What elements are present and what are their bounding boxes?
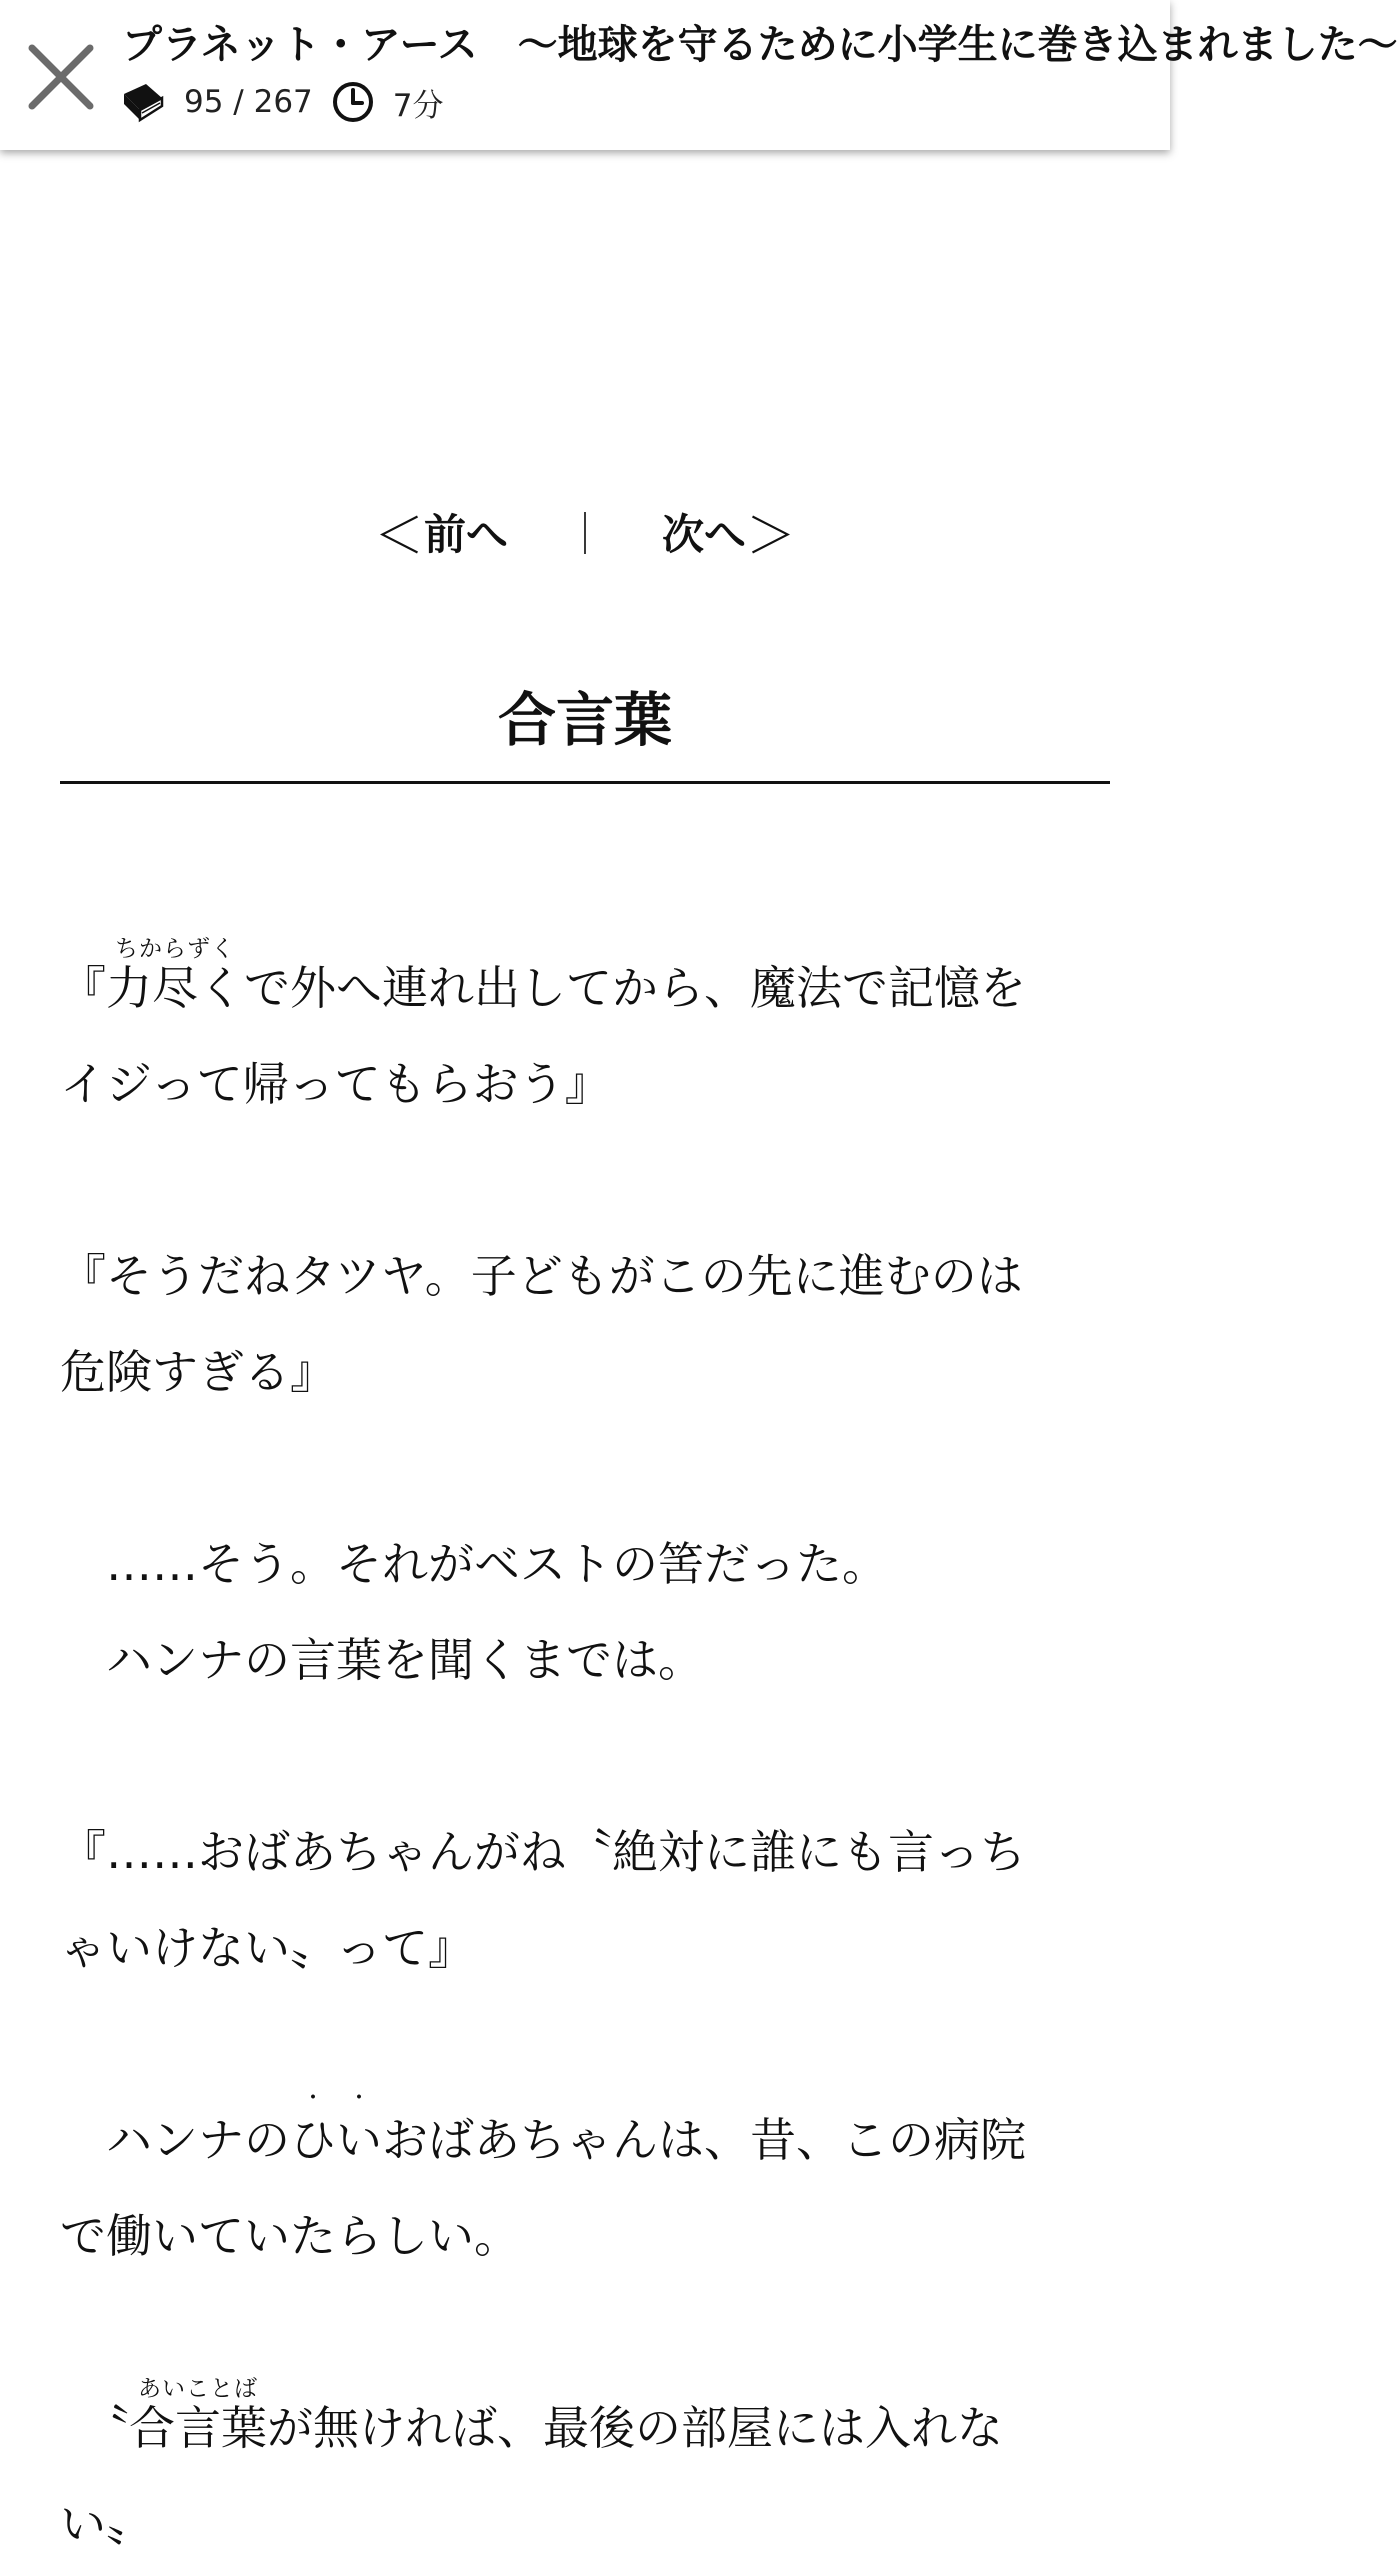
chevron-right-icon: ＞ bbox=[746, 507, 797, 565]
next-chapter-label: 次へ bbox=[662, 510, 747, 559]
text-line: 危険すぎる』 bbox=[60, 1345, 336, 1399]
prev-chapter-label: 前へ bbox=[423, 510, 508, 559]
text-line: イジって帰ってもらおう』 bbox=[60, 1057, 611, 1111]
clock-icon bbox=[331, 80, 375, 124]
blank-line bbox=[60, 2284, 1120, 2380]
blank-line bbox=[60, 1132, 1120, 1228]
close-button[interactable] bbox=[22, 38, 100, 116]
text-line: 『 ちからずく 力尽くで外へ連れ出してから、魔法で記憶を bbox=[60, 940, 1120, 1036]
book-title: プラネット・アース ～地球を守るために小学生に巻き込まれました～ bbox=[122, 22, 1398, 68]
ruby-word: あいことば 合言葉 bbox=[129, 2376, 267, 2455]
emphasis-dot-char: ・ ひ bbox=[290, 2092, 336, 2188]
emphasis-dot-char: ・ い bbox=[336, 2092, 382, 2188]
text-line: い〟 bbox=[60, 2497, 152, 2551]
prev-chapter-link[interactable] bbox=[374, 496, 508, 568]
reading-meta bbox=[118, 78, 444, 126]
text-line: 〝 あいことば 合言葉が無ければ、最後の部屋には入れな bbox=[60, 2380, 1120, 2476]
ruby-reading: あいことば bbox=[138, 2376, 258, 2402]
ruby-word: ちからずく 力尽く bbox=[106, 936, 244, 1015]
reader-header bbox=[0, 0, 1398, 150]
reading-time: 7分 bbox=[392, 87, 444, 124]
text-line: ゃいけない〟って』 bbox=[60, 1921, 474, 1975]
story-text bbox=[60, 936, 1120, 2572]
chevron-left-icon: ＜ bbox=[373, 507, 424, 565]
text-line: 『……おばあちゃんがね〝絶対に誰にも言っち bbox=[60, 1825, 1026, 1879]
chapter-navigation bbox=[0, 500, 1170, 564]
nav-separator: ｜ bbox=[563, 510, 606, 559]
text-line: ハンナの言葉を聞くまでは。 bbox=[60, 1633, 704, 1687]
next-chapter-link[interactable] bbox=[662, 496, 796, 568]
text-line: ハンナの・ ひ・ いおばあちゃんは、昔、この病院 bbox=[60, 2092, 1120, 2188]
close-icon bbox=[22, 38, 100, 116]
text-line: で働いていたらしい。 bbox=[60, 2209, 520, 2263]
blank-line bbox=[60, 1996, 1120, 2092]
page-progress: 95 / 267 bbox=[184, 84, 313, 120]
ruby-reading: ちからずく bbox=[115, 936, 235, 962]
text-line: 『そうだねタツヤ。子どもがこの先に進むのは bbox=[60, 1249, 1023, 1303]
blank-line bbox=[60, 1420, 1120, 1516]
book-icon bbox=[118, 80, 166, 124]
title-divider bbox=[60, 781, 1110, 784]
chapter-title: 合言葉 bbox=[497, 686, 672, 754]
text-line: ……そう。それがベストの筈だった。 bbox=[60, 1537, 888, 1591]
blank-line bbox=[60, 1708, 1120, 1804]
